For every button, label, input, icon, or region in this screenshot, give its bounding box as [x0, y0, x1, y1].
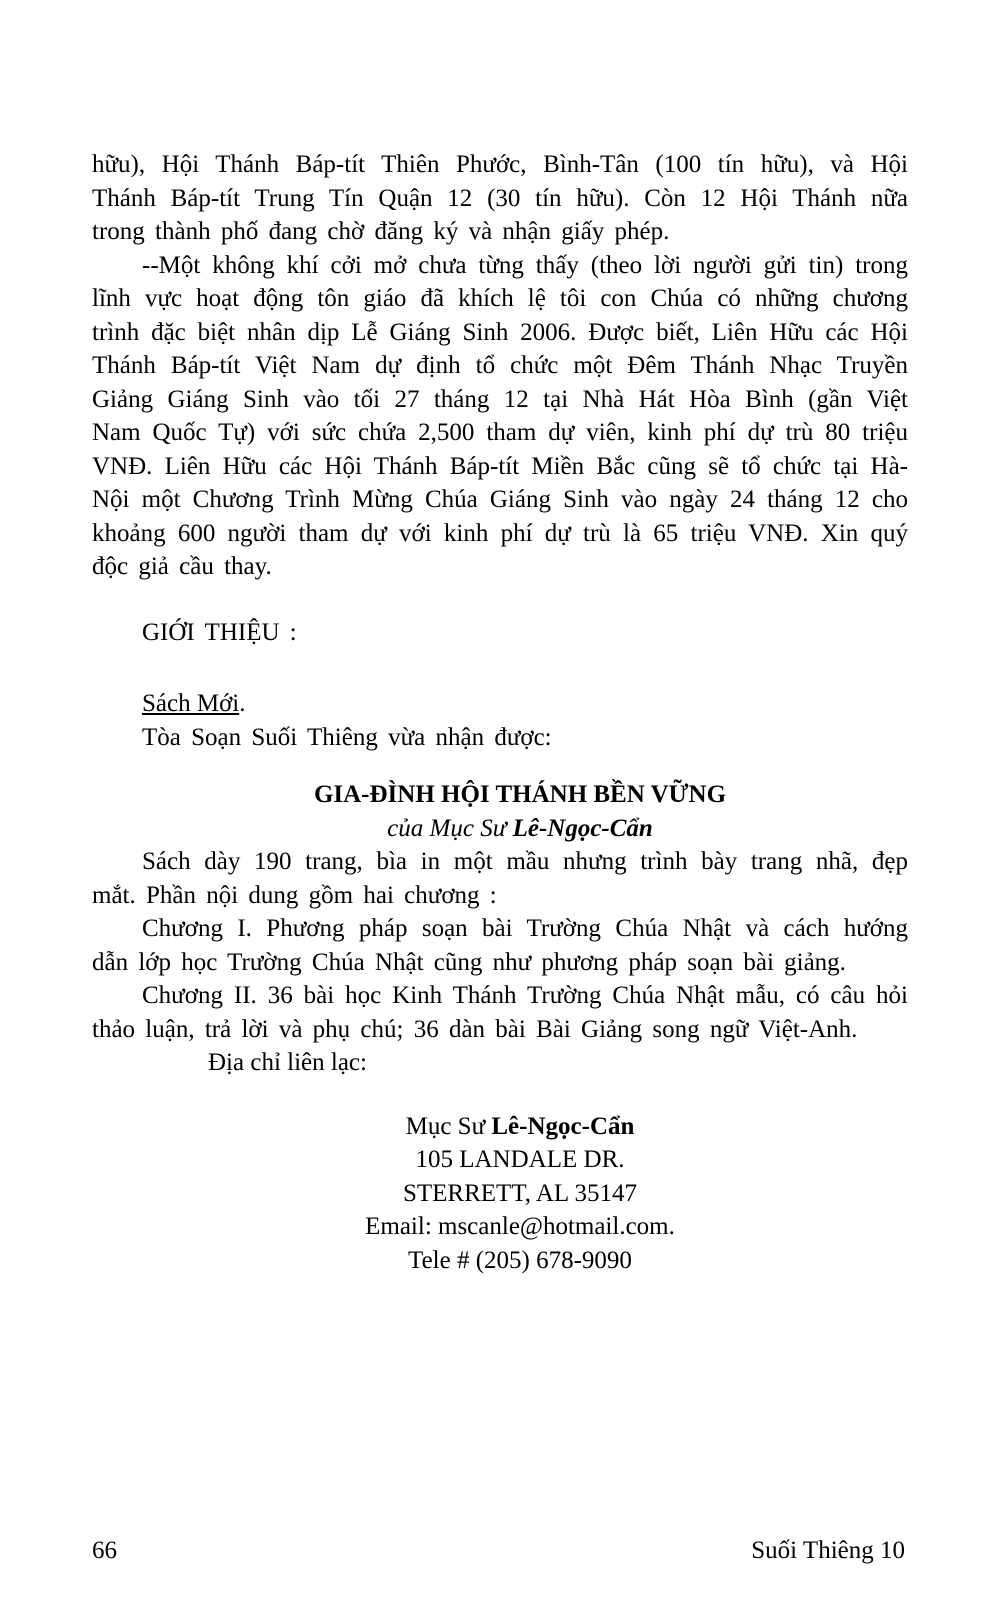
contact-phone: Tele # (205) 678-9090: [408, 1246, 632, 1274]
contact-email: Email: mscanle@hotmail.com.: [365, 1213, 675, 1240]
contact-name-line: [132, 1110, 908, 1144]
new-book-line: [92, 687, 908, 721]
new-book-period: .: [239, 690, 246, 717]
new-book-label: Sách Mới: [142, 690, 240, 717]
book-title: GIA-ĐÌNH HỘI THÁNH BỀN VỮNG: [313, 781, 727, 808]
contact-label: Địa chỉ liên lạc:: [208, 1049, 367, 1076]
section-heading: GIỚI THIỆU :: [142, 618, 297, 646]
contact-name: Lê-Ngọc-Cẩn: [491, 1112, 635, 1140]
page-footer: [92, 1534, 905, 1568]
book-author-prefix: của Mục Sư: [387, 814, 513, 842]
body-paragraph-chapter-one: Chương I. Phương pháp soạn bài Trường Chúa Nhật và cách hướng dẫn lớp học Trường Chúa Nhật cũng như phương pháp soạn bài giảng.: [92, 915, 908, 976]
page-content: [92, 148, 908, 1277]
body-paragraph-continuation: hữu), Hội Thánh Báp-tít Thiên Phước, Bình-Tân (100 tín hữu), và Hội Thánh Báp-tít Trung Tín Quận 12 (30 tín hữu). Còn 12 Hội Thánh nữa trong thành phố đang chờ đăng ký và nhận giấy phép.: [92, 151, 908, 245]
book-author-name: Lê-Ngọc-Cẩn: [512, 814, 653, 842]
contact-block: [92, 1110, 908, 1278]
contact-name-prefix: Mục Sư: [405, 1112, 492, 1140]
body-paragraph-book-description: Sách dày 190 trang, bìa in một mầu nhưng trình bày trang nhã, đẹp mắt. Phần nội dung gồm hai chương :: [92, 848, 908, 909]
book-title-block: [92, 778, 908, 845]
body-paragraph-news-item: --Một không khí cởi mở chưa từng thấy (theo lời người gửi tin) trong lĩnh vực hoạt động tôn giáo đã khích lệ tôi con Chúa có những chương trình đặc biệt nhân dịp Lễ Giáng Sinh 2006. Được biết, Liên Hữu các Hội Thánh Báp-tít Việt Nam dự định tổ chức một Đêm Thánh Nhạc Truyền Giảng Giáng Sinh vào tối 27 tháng 12 tại Nhà Hát Hòa Bình (gần Việt Nam Quốc Tự) với sức chứa 2,500 tham dự viên, kinh phí dự trù 80 triệu VNĐ. Liên Hữu các Hội Thánh Báp-tít Miền Bắc cũng sẽ tổ chức tại Hà-Nội một Chương Trình Mừng Chúa Giáng Sinh vào ngày 24 tháng 12 cho khoảng 600 người tham dự với kinh phí dự trù là 65 triệu VNĐ. Xin quý độc giả cầu thay.: [92, 251, 908, 580]
footer-page-number: 66: [92, 1537, 117, 1564]
footer-journal-title: Suối Thiêng 10: [751, 1537, 905, 1564]
contact-address-city: STERRETT, AL 35147: [402, 1179, 638, 1207]
contact-address-street: 105 LANDALE DR.: [415, 1146, 625, 1173]
intro-line: Tòa Soạn Suối Thiêng vừa nhận được:: [142, 723, 552, 751]
book-author-line: [132, 812, 908, 846]
body-paragraph-chapter-two: Chương II. 36 bài học Kinh Thánh Trường Chúa Nhật mẫu, có câu hỏi thảo luận, trả lời và phụ chú; 36 dàn bài Bài Giảng song ngữ Việt-Anh.: [92, 982, 908, 1043]
